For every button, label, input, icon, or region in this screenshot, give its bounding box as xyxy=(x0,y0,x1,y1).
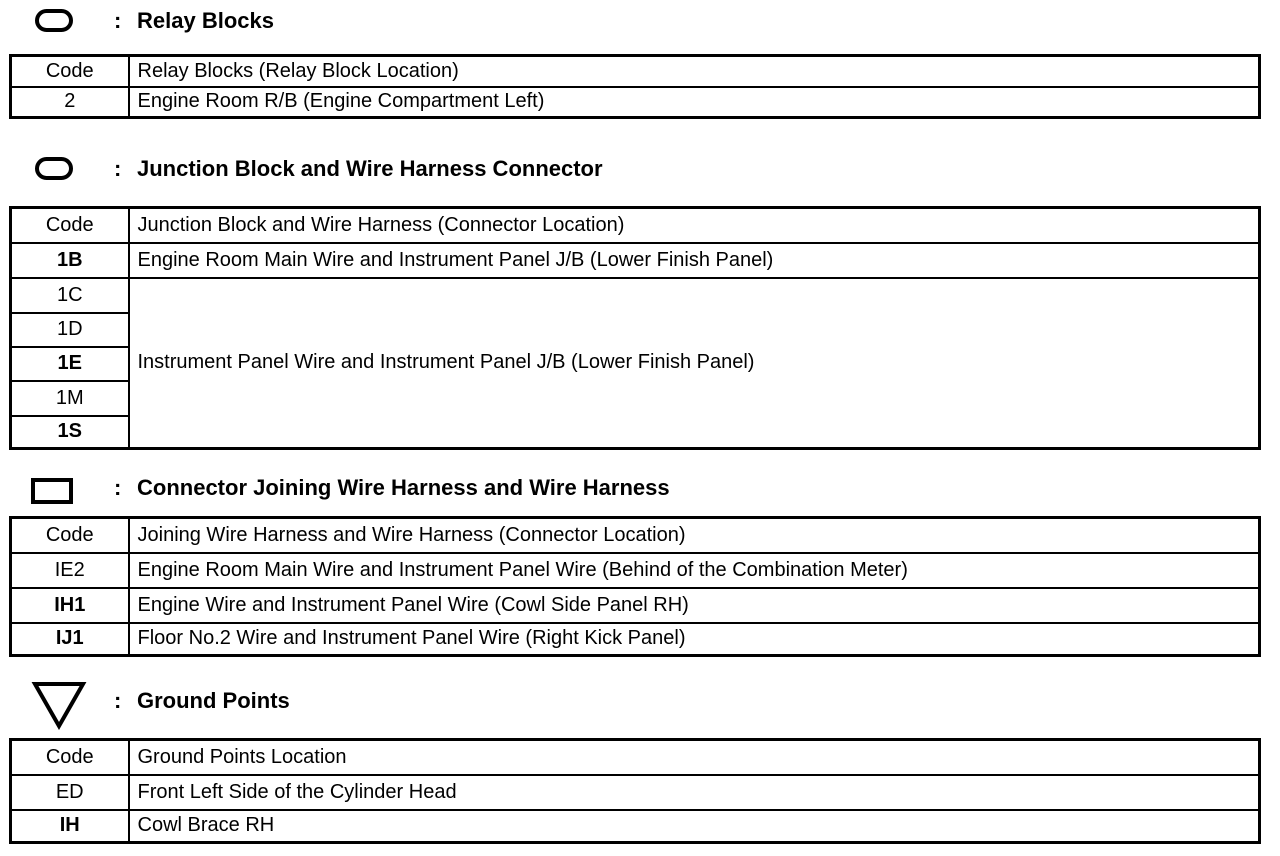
row-desc: Engine Room Main Wire and Instrument Panel Wire (Behind of the Combination Meter) xyxy=(129,553,1260,588)
table-header-row xyxy=(11,740,1260,775)
connector-symbol-icon xyxy=(31,478,73,504)
section-colon: : xyxy=(114,156,122,181)
relay-block-symbol-icon xyxy=(35,9,73,32)
table-row xyxy=(11,810,1260,843)
section-title-relay-blocks: Relay Blocks xyxy=(137,8,274,33)
section-title-junction-block: Junction Block and Wire Harness Connector xyxy=(137,156,603,181)
header-code: Code xyxy=(11,518,129,553)
section-colon: : xyxy=(114,475,122,500)
header-code: Code xyxy=(11,208,129,243)
row-desc: Engine Wire and Instrument Panel Wire (Cowl Side Panel RH) xyxy=(129,588,1260,623)
table-row xyxy=(11,87,1260,118)
section-colon: : xyxy=(114,688,122,713)
table-header-row xyxy=(11,56,1260,87)
ground-points-table xyxy=(9,738,1261,844)
row-desc: Front Left Side of the Cylinder Head xyxy=(129,775,1260,810)
row-desc: Engine Room R/B (Engine Compartment Left) xyxy=(129,87,1260,118)
header-desc: Relay Blocks (Relay Block Location) xyxy=(129,56,1260,87)
row-desc-merged: Instrument Panel Wire and Instrument Panel J/B (Lower Finish Panel) xyxy=(129,278,1260,449)
header-code: Code xyxy=(11,740,129,775)
row-code: 1B xyxy=(11,243,129,278)
table-row xyxy=(11,243,1260,278)
header-code: Code xyxy=(11,56,129,87)
ground-symbol-icon xyxy=(31,680,87,730)
junction-block-symbol-icon xyxy=(35,157,73,180)
table-row xyxy=(11,775,1260,810)
header-desc: Ground Points Location xyxy=(129,740,1260,775)
row-desc: Cowl Brace RH xyxy=(129,810,1260,843)
row-desc: Floor No.2 Wire and Instrument Panel Wire (Right Kick Panel) xyxy=(129,623,1260,656)
row-code: IE2 xyxy=(11,553,129,588)
relay-blocks-table xyxy=(9,54,1261,119)
table-row xyxy=(11,278,1260,313)
table-header-row xyxy=(11,518,1260,553)
row-desc: Engine Room Main Wire and Instrument Panel J/B (Lower Finish Panel) xyxy=(129,243,1260,278)
connector-table xyxy=(9,516,1261,657)
header-desc: Joining Wire Harness and Wire Harness (Connector Location) xyxy=(129,518,1260,553)
section-title-connector: Connector Joining Wire Harness and Wire Harness xyxy=(137,475,670,500)
row-code: IH1 xyxy=(11,588,129,623)
row-code: IH xyxy=(11,810,129,843)
table-row xyxy=(11,588,1260,623)
table-row xyxy=(11,623,1260,656)
row-code: ED xyxy=(11,775,129,810)
row-code: 1M xyxy=(11,381,129,416)
section-colon: : xyxy=(114,8,122,33)
row-code: IJ1 xyxy=(11,623,129,656)
junction-block-table xyxy=(9,206,1261,450)
row-code: 1S xyxy=(11,416,129,449)
row-code: 1C xyxy=(11,278,129,313)
row-code: 2 xyxy=(11,87,129,118)
table-header-row xyxy=(11,208,1260,243)
row-code: 1D xyxy=(11,313,129,347)
row-code: 1E xyxy=(11,347,129,381)
section-title-ground-points: Ground Points xyxy=(137,688,290,713)
table-row xyxy=(11,553,1260,588)
header-desc: Junction Block and Wire Harness (Connector Location) xyxy=(129,208,1260,243)
